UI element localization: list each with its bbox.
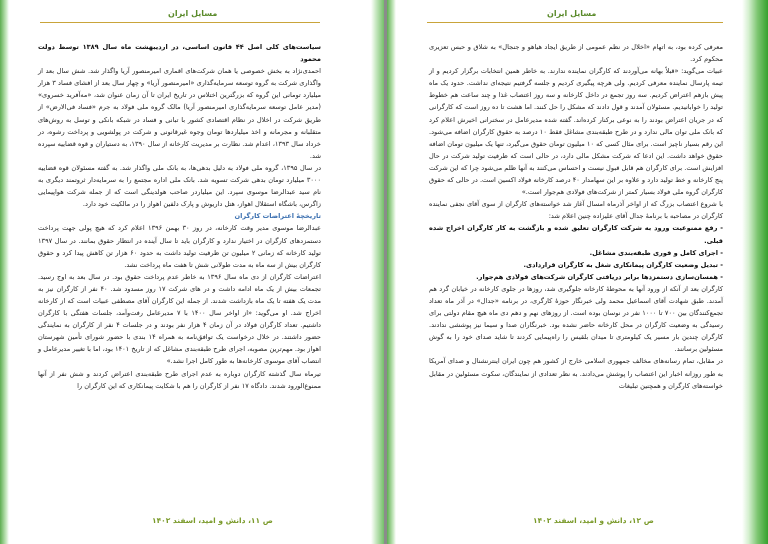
paragraph: معرفی کرده بود، به اتهام «اخلال در نظم عمومی از طریق ایجاد هیاهو و جنجال» به شلاق و حبس تعزیری محکوم کرد. xyxy=(429,43,723,64)
left-page-spine-shading xyxy=(371,0,385,544)
bold-paragraph: - همسان‌سازی دستمزدها برابر دریافتی کارگران شرکت‌های فولادی هم‌جوار. xyxy=(476,272,723,281)
paragraph: اعتراضات کارگران از دی ماه سال ۱۳۹۶ به خاطر عدم پرداخت حقوق بود. در سال بعد به اوج رسید. تجمعات بیش از یک ماه ادامه داشت و در های شرکت ۱۷ روز مسدود شد. ۴۰ نفر از کارگران نیز به مدت یک هفته تا یک ماه بازداشت شدند. از جمله این کارگران آقای مصطفی عبیات است که از کارخانه اخراج شد. او می‌گوید: «از اواخر سال ۱۴۰۰ با ۷ مدیرعامل رفت‌وآمد، جلسات هفتگی با کارگران داشتیم. تعداد کارگران فولاد در آن زمان ۴ هزار نفر بودند و در جلسات ۴ نفر از کارگران به نمایندگی حضور داشتند. در خلال درخواست یک توافق‌نامه به همراه ۱۴ بندی با حضور شورای تأمین شهرستان اهواز بود. مهم‌ترین مصوبه، اجرای طرح طبقه‌بندی مشاغل که از تاریخ ۱۴۰۱ بود، اما با تغییر مدیرعامل و انتصاب آقای موسوی کارخانه‌ها به طور کامل اجرا نشد.» xyxy=(38,272,321,366)
bold-paragraph: - اجرای کامل و فوری طبقه‌بندی مشاغل. xyxy=(589,248,723,257)
paragraph: با شروع اعتصاب بزرگ که از اواخر آذرماه امسال آغاز شد خواسته‌های کارگران از سوی آقای نجفی نماینده کارگران در مصاحبه با برنامهٔ جدال آقای علیزاده چنین اعلام شد: xyxy=(429,200,723,221)
left-header-rule xyxy=(40,22,320,23)
paragraph: در مقابل، تمام رسانه‌های مخالف جمهوری اسلامی خارج از کشور هم چون ایران اینترنشنال و صدای آمریکا به طور روزانه اخبار این اعتصاب را پوشش می‌دادند. به نظر تعدادی از نمایندگان، سکوت مسئولین در مقابل خواسته‌های کارگران و همچنین تبلیغات xyxy=(429,357,723,390)
paragraph: عبیات می‌گوید: «قبلاً بهانه می‌آوردند که کارگران نماینده ندارند. به خاطر همین انتخابات برگزار کردیم و از تیمه پارسال نماینده معرفی کردیم. ولی هرچه پیگیری کردیم و جلسه گرفتیم نتیجه‌ای نداشت. حدود یک ماه پیش بازهم اعتراض کردیم. سه روز تجمع در داخل کارخانه و سه روز اعتصاب غذا و چند ساعت هم خطوط تولید را خوابانیدیم. مسئولان آمدند و قول دادند که مشکل را حل کنند. اما هشت تا ده روز است که کارگرانی که در جریان اعتراض بودند را به نوعی برکنار کرده‌اند. گفته شده مدیرعامل در سخنرانی اخیرش اعلام کرد که بانک ملی توان مالی ندارد و در طرح طبقه‌بندی مشاغل فقط ۱۰ درصد به حقوق کارگران اضافه می‌شود. این رقم بسیار ناچیز است. برای مثال کسی که ۱۰ میلیون تومان حقوق می‌گیرد، تنها یک میلیون تومان اضافه حقوق خواهد داشت. این ادعا که شرکت مشکل مالی دارد، در حالی است که ظرفیت تولید شرکت در حال افزایش است. برای کارگران هم قابل قبول نیست و احساس می‌کنند به آنها ظلم می‌شود چرا که این شرکت پنج کارخانه و خط تولید دارد و علاوه بر این سهامدار ۴۰ درصد کارخانه فولاد اکسین است. در حالی که حقوق کارگران گروه ملی فولاد بسیار کمتر از شرکت‌های فولادی هم‌جوار است.» xyxy=(429,67,724,197)
paragraph: احمدی‌نژاد به بخش خصوصی یا همان شرکت‌های اقماری امیرمنصور آریا واگذار شد. شش سال بعد از واگذاری شرکت به گروه توسعه سرمایه‌گذاری «امیرمنصور آریا» و چهار سال بعد از افشای فساد ۳ هزار میلیارد تومانی این گروه که بزرگترین اختلاس در تاریخ ایران تا آن زمان عنوان شد، «مه‌آفرید خسروی» (مدیر عامل توسعه سرمایه‌گذاری امیرمنصور آریا) مالک گروه ملی فولاد به جرم «فساد فی‌الارض» از طریق شرکت در اخلال در نظام اقتصادی کشور با تبانی و فساد در شبکه بانکی و توسل به روش‌های متقلبانه و مجرمانه و اخذ میلیاردها تومان وجوه غیرقانونی و شرکت در پولشویی و پرداخت رشوه، در خرداد سال ۱۳۹۳، اعدام شد. نظارت بر مدیریت کارخانه از سال ۱۳۹۰، به دستیاران و قوه قضاییه سپرده شد. xyxy=(38,67,321,160)
right-page-header: مسایل ایران xyxy=(547,9,597,18)
paragraph: عبدالرضا موسوی مدیر وقت کارخانه، در روز ۳۰ بهمن ۱۳۹۶ اعلام کرد که هیچ پولی جهت پرداخت دستمزدهای کارگران در اختیار ندارد و کارگران باید تا سال آینده در انتظار حقوق بمانند. در سال ۱۳۹۷ تولید کارخانه که زمانی ۲ میلیون تن ظرفیت تولید داشت به حدود ۶۰ هزار تن کاهش پیدا کرد و حقوق کارگران بیش از سه ماه به مدت طولانی شش تا هفت ماه پرداخت نشد. xyxy=(38,224,321,269)
right-page-footer: ص ۱۲، دانش و امید، اسفند ۱۴۰۲ xyxy=(533,516,654,525)
left-page-body xyxy=(38,41,321,392)
right-page-edge-shading xyxy=(742,0,768,544)
bold-paragraph: - تبدیل وضعیت کارگران پیمانکاری شغل به کارگران قراردادی. xyxy=(523,260,723,269)
right-header-rule xyxy=(427,22,723,23)
left-page-footer: ص ۱۱، دانش و امید، اسفند ۱۴۰۲ xyxy=(152,516,273,525)
right-page-body xyxy=(429,41,723,392)
section-heading: تاریخچهٔ اعتراضات کارگران xyxy=(234,212,321,221)
paragraph: در سال ۱۳۹۵، گروه ملی فولاد به دلیل بدهی‌ها، به بانک ملی واگذار شد. به گفته مسئولان قوه قضاییه ۳۰۰۰ میلیارد تومان بدهی شرکت تسویه شد. بانک ملی اداره مجتمع را به سرمایه‌دار ثروتمند دیگری به نام سید عبدالرضا موسوی سپرد. این میلیاردر صاحب هولدینگی است که از جمله شرکت هواپیمایی زاگرس، باشگاه استقلال اهواز، هتل داریوش و پارک دلفین اهواز را در مالکیت خود دارد. xyxy=(38,163,322,209)
bold-paragraph: - رفع ممنوعیت ورود به شرکت کارگران تعلیق شده و بازگشت به کار کارگران اخراج شده قبلی. xyxy=(429,224,723,245)
left-page-header: مسایل ایران xyxy=(168,9,218,18)
left-page-edge-shading xyxy=(0,0,9,544)
right-page-spine-shading xyxy=(387,0,396,544)
paragraph: تیرماه سال گذشته کارگران دوباره به عدم اجرای طرح طبقه‌بندی اعتراض کردند و شش نفر از آنها ممنوع‌الورود شدند. دادگاه ۱۷ نفر از کارگران را هم با شکایت پیمانکاری که این کارگران را xyxy=(38,369,321,390)
paragraph: کارگران بعد از آنکه از ورود آنها به محوطهٔ کارخانه جلوگیری شد، روزها در جلوی کارخانه در خیابان گرد هم آمدند. طبق شهادت آقای اسماعیل محمد ولی خبرنگار حوزهٔ کارگری، در برنامه «جدال» در آذر ماه تعداد تجمع‌کنندگان بین ۷۰۰ تا ۱۰۰۰ نفر در نوسان بوده است. از روزهای نهم و دهم دی ماه هیچ مقام دولتی برای رسیدگی به وضعیت کارگران در محل کارخانه حاضر نشده بود. خبرنگاران صدا و سیما نیز پوششی ندادند. کارگران چندین بار مسیر یک کیلومتری تا میدان بلقیس را راه‌پیمایی کردند تا شاید صدای خود را به گوش مسئولین برسانند. xyxy=(429,284,723,354)
right-page xyxy=(387,0,768,544)
bold-paragraph: سیاست‌های کلی اصل ۴۴ قانون اساسی، در اردیبهشت ماه سال ۱۳۸۹ توسط دولت محمود xyxy=(38,43,321,64)
